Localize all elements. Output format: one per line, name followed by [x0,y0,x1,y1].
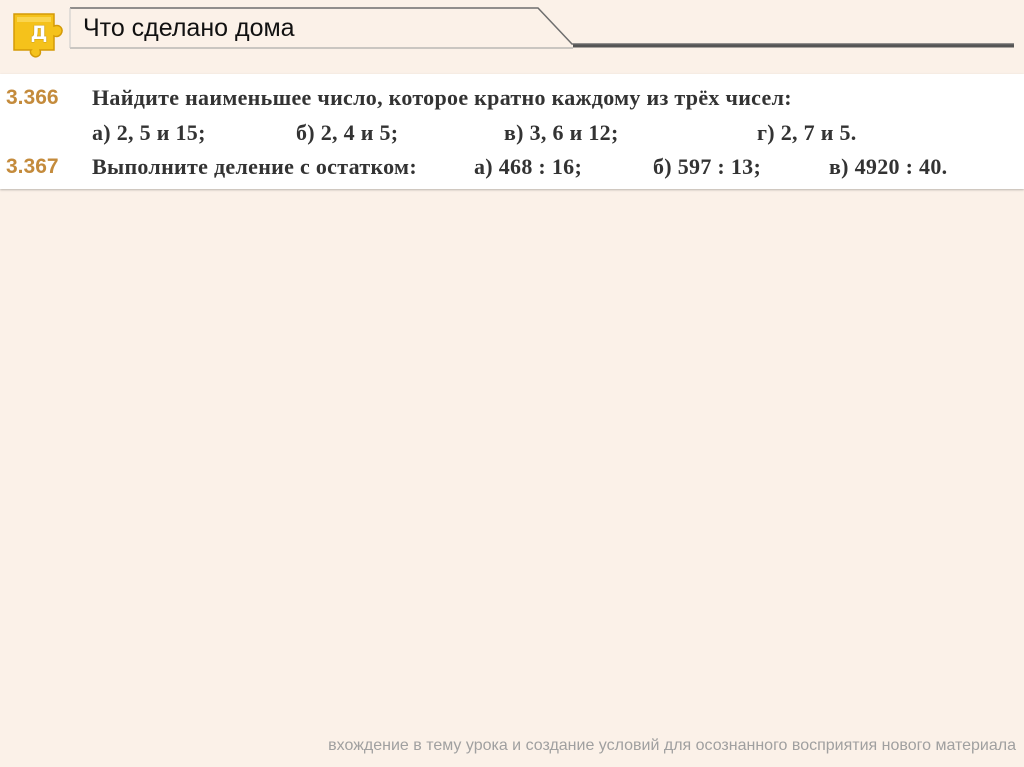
exercise-statement: Выполните деление с остатком: [92,154,417,179]
exercise-part: а) 2, 5 и 15; [92,120,206,145]
exercise-part: в) 3, 6 и 12; [504,120,619,145]
exercise-row [0,154,1024,180]
exercise-part: б) 597 : 13; [653,154,762,179]
exercise-part: г) 2, 7 и 5. [757,120,857,145]
badge-letter: Д [30,22,48,44]
exercise-part: б) 2, 4 и 5; [296,120,399,145]
exercise-parts-row [0,120,1024,146]
exercise-part: в) 4920 : 40. [829,154,948,179]
slide-caption: вхождение в тему урока и создание условий для осознанного восприятия нового материала [328,737,1016,754]
textbook-excerpt [0,74,1024,189]
exercise-number: 3.366 [6,86,59,109]
puzzle-piece-icon [6,8,64,58]
slide-title: Что сделано дома [83,14,295,42]
exercise-part: а) 468 : 16; [474,154,583,179]
slide-header [0,0,1024,62]
exercise-number: 3.367 [6,155,59,178]
exercise-statement: Найдите наименьшее число, которое кратно каждому из трёх чисел: [92,85,792,110]
